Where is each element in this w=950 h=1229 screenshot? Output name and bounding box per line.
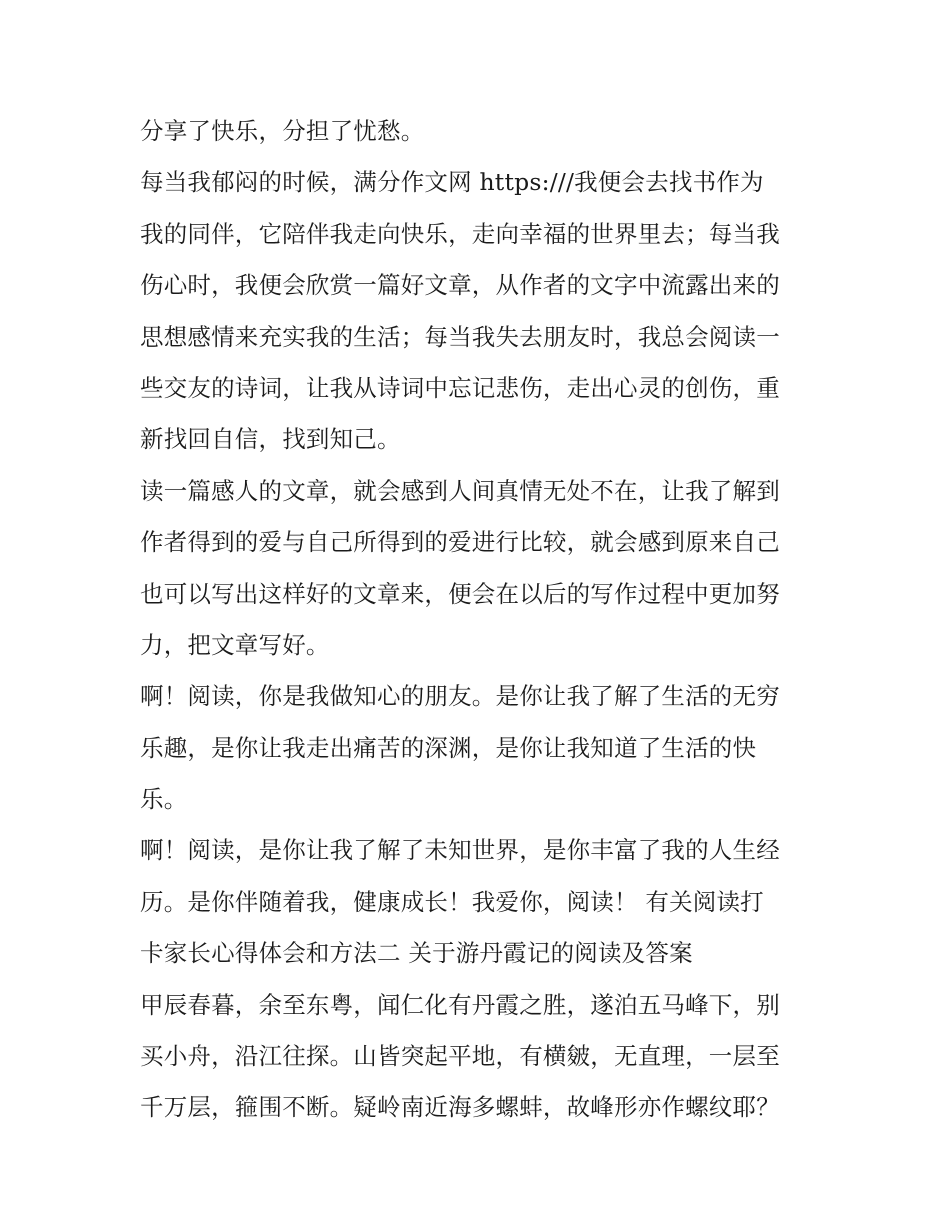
text-line: 历。是你伴随着我，健康成长！我爱你，阅读！ 有关阅读打 [140,887,764,916]
text-line: 啊！阅读，是你让我了解了未知世界，是你丰富了我的人生经 [140,836,780,865]
text-line: 读一篇感人的文章，就会感到人间真情无处不在，让我了解到 [140,476,780,505]
text-line: 千万层，箍围不断。疑岭南近海多螺蚌，故峰形亦作螺纹耶？ [140,1093,780,1122]
text-line: 作者得到的爱与自己所得到的爱进行比较，就会感到原来自己 [140,528,780,557]
text-line: 力，把文章写好。 [140,630,330,659]
text-line: 新找回自信，找到知己。 [140,425,401,454]
text-line: 甲辰春暮，余至东粤，闻仁化有丹霞之胜，遂泊五马峰下，别 [140,990,780,1019]
text-line: 买小舟，沿江往探。山皆突起平地，有横皴，无直理，一层至 [140,1042,780,1071]
text-line: 乐趣，是你让我走出痛苦的深渊，是你让我知道了生活的快 [140,733,757,762]
text-line: 分享了快乐，分担了忧愁。 [140,117,425,145]
text-line: 啊！阅读，你是我做知心的朋友。是你让我了解了生活的无穷 [140,682,780,711]
text-line: 乐。 [140,785,188,814]
text-line: 思想感情来充实我的生活；每当我失去朋友时，我总会阅读一 [140,322,780,351]
text-line: 也可以写出这样好的文章来，便会在以后的写作过程中更加努 [140,579,780,608]
text-line: 些交友的诗词，让我从诗词中忘记悲伤，走出心灵的创伤，重 [140,373,780,402]
body-text [140,106,820,1134]
text-line: 每当我郁闷的时候，满分作文网 https:///我便会去找书作为 [140,168,764,197]
text-line: 卡家长心得体会和方法二 关于游丹霞记的阅读及答案 [140,939,693,968]
text-line: 我的同伴，它陪伴我走向快乐，走向幸福的世界里去；每当我 [140,219,780,248]
text-line: 伤心时，我便会欣赏一篇好文章，从作者的文字中流露出来的 [140,271,780,300]
